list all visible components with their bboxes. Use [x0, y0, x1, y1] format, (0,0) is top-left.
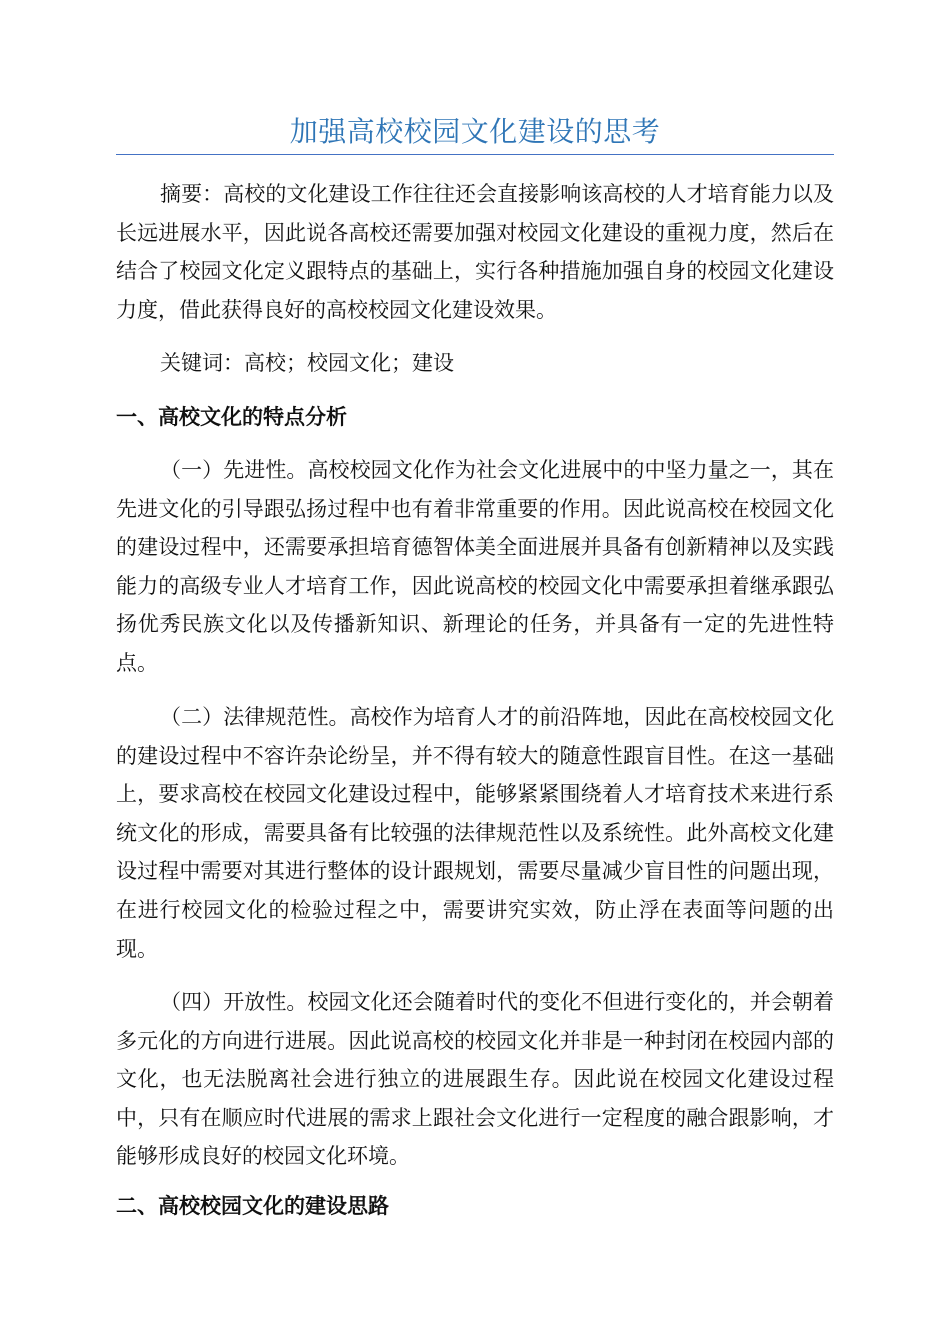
- section1-paragraph-3: （四）开放性。校园文化还会随着时代的变化不但进行变化的，并会朝着多元化的方向进行进展。因此说高校的校园文化并非是一种封闭在校园内部的文化，也无法脱离社会进行独立的进展跟生存。因此说在校园文化建设过程中，只有在顺应时代进展的需求上跟社会文化进行一定程度的融合跟影响，才能够形成良好的校园文化环境。: [116, 990, 834, 1169]
- section1-paragraph-2: （二）法律规范性。高校作为培育人才的前沿阵地，因此在高校校园文化的建设过程中不容许杂论纷呈，并不得有较大的随意性跟盲目性。在这一基础上，要求高校在校园文化建设过程中，能够紧紧围绕着人才培育技术来进行系统文化的形成，需要具备有比较强的法律规范性以及系统性。此外高校文化建设过程中需要对其进行整体的设计跟规划，需要尽量减少盲目性的问题出现，在进行校园文化的检验过程之中，需要讲究实效，防止浮在表面等问题的出现。: [116, 705, 834, 961]
- abstract-paragraph: 摘要：高校的文化建设工作往往还会直接影响该高校的人才培育能力以及长远进展水平，因此说各高校还需要加强对校园文化建设的重视力度，然后在结合了校园文化定义跟特点的基础上，实行各种措施加强自身的校园文化建设力度，借此获得良好的高校校园文化建设效果。: [116, 182, 834, 322]
- title-divider: [116, 154, 834, 155]
- document-title: 加强高校校园文化建设的思考: [289, 115, 661, 148]
- section-heading-2: 二、高校校园文化的建设思路: [116, 1193, 389, 1218]
- section-heading-1: 一、高校文化的特点分析: [116, 404, 347, 429]
- section1-paragraph-1: （一）先进性。高校校园文化作为社会文化进展中的中坚力量之一，其在先进文化的引导跟弘扬过程中也有着非常重要的作用。因此说高校在校园文化的建设过程中，还需要承担培育德智体美全面进展并具备有创新精神以及实践能力的高级专业人才培育工作，因此说高校的校园文化中需要承担着继承跟弘扬优秀民族文化以及传播新知识、新理论的任务，并具备有一定的先进性特点。: [116, 458, 834, 675]
- keywords-paragraph: 关键词：高校；校园文化；建设: [160, 351, 454, 375]
